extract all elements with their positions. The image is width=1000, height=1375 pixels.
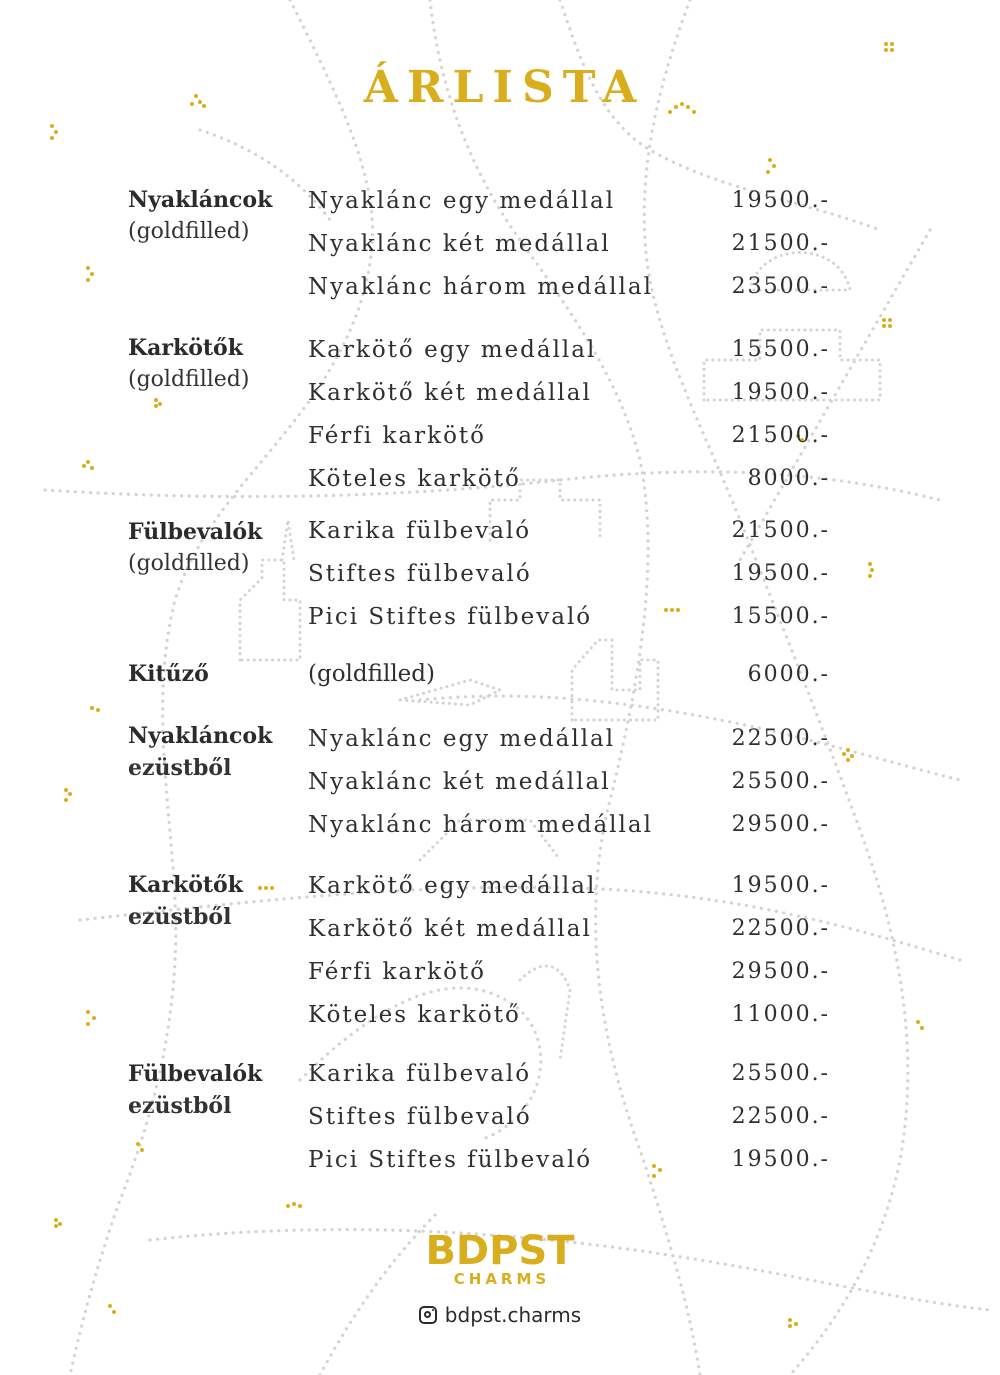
instagram-handle: bdpst.charms <box>444 1303 582 1327</box>
category-name: Fülbevalók <box>128 1061 263 1087</box>
price-item-label: Stiftes fülbevaló <box>308 561 532 587</box>
price-value: 22500.- <box>731 1104 830 1129</box>
brand-logo: BDPST <box>425 1228 575 1274</box>
price-value: 19500.- <box>731 380 830 405</box>
price-item-label: Karkötő egy medállal <box>308 337 597 363</box>
price-value: 19500.- <box>731 188 830 213</box>
section-category <box>128 1058 262 1122</box>
price-value: 25500.- <box>731 1061 830 1086</box>
price-value: 29500.- <box>731 812 830 837</box>
price-value: 23500.- <box>731 274 830 299</box>
category-subtitle: ezüstből <box>128 755 232 781</box>
price-item-label: Pici Stiftes fülbevaló <box>308 604 593 630</box>
price-item-label: Karika fülbevaló <box>308 518 532 544</box>
section-category <box>128 184 272 248</box>
category-name: Nyakláncok <box>128 187 273 213</box>
category-name: Kitűző <box>128 661 209 687</box>
category-subtitle: (goldfilled) <box>128 367 250 392</box>
price-item-label: Nyaklánc egy medállal <box>308 188 616 214</box>
section-category <box>128 332 249 396</box>
price-value: 21500.- <box>731 423 830 448</box>
price-item-label: Pici Stiftes fülbevaló <box>308 1147 593 1173</box>
category-name: Karkötők <box>128 872 243 898</box>
category-subtitle: (goldfilled) <box>128 551 250 576</box>
section-category <box>128 869 243 933</box>
category-name: Nyakláncok <box>128 723 273 749</box>
price-value: 19500.- <box>731 1147 830 1172</box>
price-value: 25500.- <box>731 769 830 794</box>
category-subtitle: ezüstből <box>128 1093 232 1119</box>
price-item-label: Férfi karkötő <box>308 423 487 449</box>
price-item-label: Karika fülbevaló <box>308 1061 532 1087</box>
price-value: 11000.- <box>731 1002 830 1027</box>
category-subtitle: (goldfilled) <box>128 219 250 244</box>
price-value: 22500.- <box>731 726 830 751</box>
price-value: 21500.- <box>731 518 830 543</box>
price-item-label: Köteles karkötő <box>308 1002 521 1028</box>
page-title: ÁRLISTA <box>363 62 646 113</box>
price-value: 19500.- <box>731 873 830 898</box>
instagram-link[interactable] <box>0 1300 1000 1330</box>
price-item-label: Férfi karkötő <box>308 959 487 985</box>
price-value: 8000.- <box>747 466 830 491</box>
price-item-label: Stiftes fülbevaló <box>308 1104 532 1130</box>
category-name: Fülbevalók <box>128 519 263 545</box>
price-value: 29500.- <box>731 959 830 984</box>
price-item-label: Karkötő egy medállal <box>308 873 597 899</box>
price-item-label: Karkötő két medállal <box>308 916 592 942</box>
price-item-label: Nyaklánc két medállal <box>308 769 611 795</box>
price-value: 15500.- <box>731 604 830 629</box>
price-item-label: Nyaklánc két medállal <box>308 231 611 257</box>
price-value: 22500.- <box>731 916 830 941</box>
section-category <box>128 658 209 690</box>
category-subtitle: ezüstből <box>128 904 232 930</box>
price-item-label: Nyaklánc három medállal <box>308 812 653 838</box>
price-value: 15500.- <box>731 337 830 362</box>
price-item-label: (goldfilled) <box>308 661 435 687</box>
brand-logo-subtitle: CHARMS <box>453 1270 551 1288</box>
price-value: 6000.- <box>747 662 830 687</box>
price-item-label: Nyaklánc egy medállal <box>308 726 616 752</box>
section-category <box>128 720 272 784</box>
price-value: 19500.- <box>731 561 830 586</box>
price-item-label: Karkötő két medállal <box>308 380 592 406</box>
category-name: Karkötők <box>128 335 243 361</box>
price-value: 21500.- <box>731 231 830 256</box>
instagram-icon <box>419 1306 437 1324</box>
price-item-label: Köteles karkötő <box>308 466 521 492</box>
price-item-label: Nyaklánc három medállal <box>308 274 653 300</box>
section-category <box>128 516 262 580</box>
